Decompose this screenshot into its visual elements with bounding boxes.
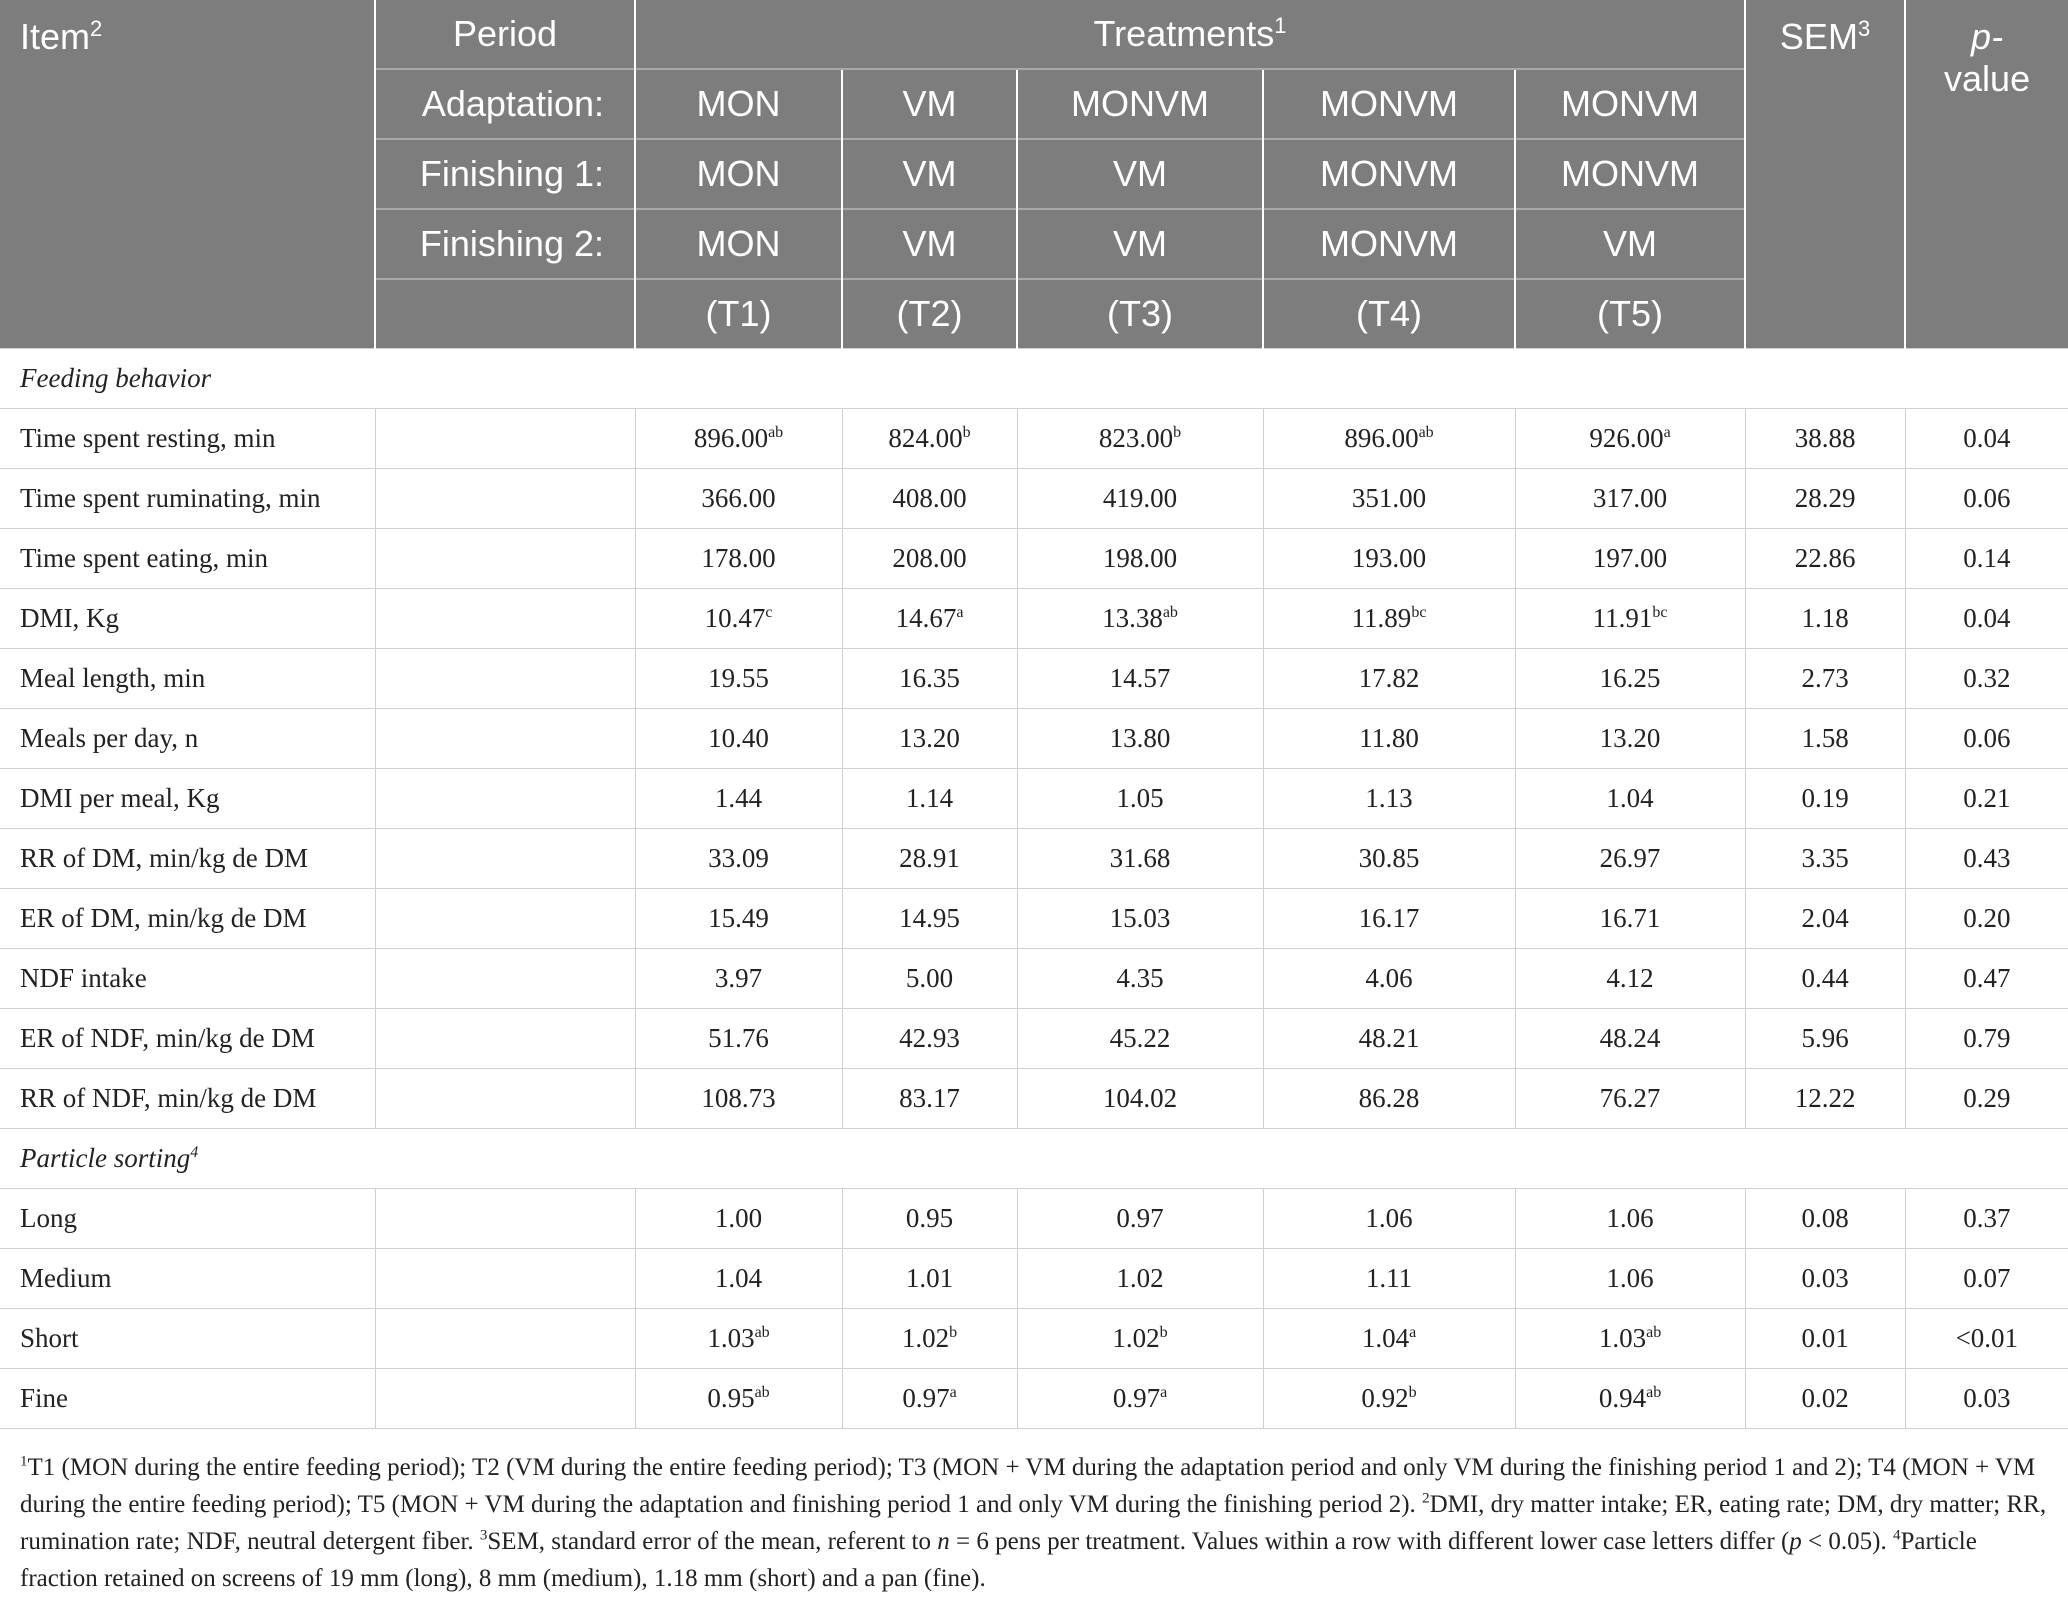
- adaptation-t2: VM: [842, 69, 1017, 139]
- value-t4: 30.85: [1263, 829, 1515, 889]
- row-label: Short: [0, 1309, 375, 1369]
- row-period: [375, 1249, 635, 1309]
- value-t5: 16.71: [1515, 889, 1745, 949]
- value-sem: 3.35: [1745, 829, 1905, 889]
- value-sem: 1.58: [1745, 709, 1905, 769]
- row-period: [375, 409, 635, 469]
- value-t5: 1.03$^{ab}$: [1515, 1309, 1745, 1369]
- table-row: [0, 589, 2068, 649]
- value-t1: 19.55: [635, 649, 842, 709]
- value-t3: 14.57: [1017, 649, 1263, 709]
- value-t2: 408.00: [842, 469, 1017, 529]
- header-period: Period: [375, 0, 635, 69]
- value-t5: 76.27: [1515, 1069, 1745, 1129]
- value-t1: 1.03$^{ab}$: [635, 1309, 842, 1369]
- value-sem: 28.29: [1745, 469, 1905, 529]
- value-t1: 108.73: [635, 1069, 842, 1129]
- value-p: 0.32: [1905, 649, 2068, 709]
- value-t3: 13.80: [1017, 709, 1263, 769]
- value-t2: 0.95: [842, 1189, 1017, 1249]
- value-t3: 4.35: [1017, 949, 1263, 1009]
- finishing1-label: Finishing 1:: [375, 139, 635, 209]
- row-period: [375, 709, 635, 769]
- value-t5: 13.20: [1515, 709, 1745, 769]
- value-t3: 823.00$^b$: [1017, 409, 1263, 469]
- value-t3: 104.02: [1017, 1069, 1263, 1129]
- value-t5: 1.06: [1515, 1249, 1745, 1309]
- finishing2-t4: MONVM: [1263, 209, 1515, 279]
- value-p: 0.04: [1905, 409, 2068, 469]
- value-t2: 16.35: [842, 649, 1017, 709]
- row-period: [375, 829, 635, 889]
- value-t2: 14.67$^a$: [842, 589, 1017, 649]
- value-p: 0.07: [1905, 1249, 2068, 1309]
- table-row: [0, 649, 2068, 709]
- value-sem: 0.03: [1745, 1249, 1905, 1309]
- value-sem: 1.18: [1745, 589, 1905, 649]
- value-t3: 45.22: [1017, 1009, 1263, 1069]
- value-t1: 10.47$^c$: [635, 589, 842, 649]
- table-row: [0, 1069, 2068, 1129]
- value-t5: 317.00: [1515, 469, 1745, 529]
- value-t5: 1.04: [1515, 769, 1745, 829]
- value-t2: 208.00: [842, 529, 1017, 589]
- value-t4: 48.21: [1263, 1009, 1515, 1069]
- value-t1: 15.49: [635, 889, 842, 949]
- value-t3: 1.02$^b$: [1017, 1309, 1263, 1369]
- code-t5: (T5): [1515, 279, 1745, 349]
- value-t1: 3.97: [635, 949, 842, 1009]
- value-t1: 178.00: [635, 529, 842, 589]
- value-p: 0.21: [1905, 769, 2068, 829]
- table-row: [0, 529, 2068, 589]
- value-t1: 33.09: [635, 829, 842, 889]
- row-period: [375, 649, 635, 709]
- finishing1-t5: MONVM: [1515, 139, 1745, 209]
- row-label: Meals per day, n: [0, 709, 375, 769]
- finishing2-label: Finishing 2:: [375, 209, 635, 279]
- table-row: [0, 829, 2068, 889]
- value-sem: 12.22: [1745, 1069, 1905, 1129]
- value-p: 0.06: [1905, 709, 2068, 769]
- value-t3: 0.97$^a$: [1017, 1369, 1263, 1429]
- row-period: [375, 1069, 635, 1129]
- value-sem: 2.04: [1745, 889, 1905, 949]
- value-t5: 0.94$^{ab}$: [1515, 1369, 1745, 1429]
- value-t2: 5.00: [842, 949, 1017, 1009]
- value-p: 0.29: [1905, 1069, 2068, 1129]
- row-label: Long: [0, 1189, 375, 1249]
- adaptation-t1: MON: [635, 69, 842, 139]
- section-feeding-behavior: [0, 349, 2068, 409]
- header-item: Item$^2$: [0, 0, 375, 349]
- value-t2: 824.00$^b$: [842, 409, 1017, 469]
- row-period: [375, 949, 635, 1009]
- value-t1: 366.00: [635, 469, 842, 529]
- value-sem: 22.86: [1745, 529, 1905, 589]
- table-body: [0, 349, 2068, 1429]
- value-t4: 0.92$^b$: [1263, 1369, 1515, 1429]
- value-t2: 28.91: [842, 829, 1017, 889]
- section-feeding-behavior-title: Feeding behavior: [20, 363, 212, 393]
- value-t2: 42.93: [842, 1009, 1017, 1069]
- value-t2: 1.14: [842, 769, 1017, 829]
- value-t4: 1.04$^a$: [1263, 1309, 1515, 1369]
- value-p: 0.06: [1905, 469, 2068, 529]
- code-t2: (T2): [842, 279, 1017, 349]
- footnote-3: SEM, standard error of the mean, referent to n = 6 pens per treatment. Values within a row with different lower case letters differ (p < 0.05).: [487, 1528, 1893, 1555]
- value-sem: 0.19: [1745, 769, 1905, 829]
- footnote-1: T1 (MON during the entire feeding period); T2 (VM during the entire feeding period); T3 (MON + VM during the adaptation period and only VM during the finishing period 1 and 2); T4 (MON + VM during the entire feeding period); T5 (MON + VM during the adaptation and finishing period 1 and only VM during the finishing period 2).: [20, 1454, 2036, 1518]
- adaptation-t4: MONVM: [1263, 69, 1515, 139]
- row-label: Meal length, min: [0, 649, 375, 709]
- value-p: 0.04: [1905, 589, 2068, 649]
- value-p: <0.01: [1905, 1309, 2068, 1369]
- footnote-2: DMI, dry matter intake; ER, eating rate; DM, dry matter; RR, rumination rate; NDF, neutral detergent fiber.: [20, 1491, 2047, 1555]
- value-t1: 0.95$^{ab}$: [635, 1369, 842, 1429]
- row-label: Time spent ruminating, min: [0, 469, 375, 529]
- table-row: [0, 1189, 2068, 1249]
- finishing1-t1: MON: [635, 139, 842, 209]
- value-t2: 0.97$^a$: [842, 1369, 1017, 1429]
- value-t1: 1.00: [635, 1189, 842, 1249]
- value-t4: 16.17: [1263, 889, 1515, 949]
- code-t3: (T3): [1017, 279, 1263, 349]
- value-sem: 38.88: [1745, 409, 1905, 469]
- value-sem: 0.02: [1745, 1369, 1905, 1429]
- value-t3: 0.97: [1017, 1189, 1263, 1249]
- value-p: 0.43: [1905, 829, 2068, 889]
- finishing1-t3: VM: [1017, 139, 1263, 209]
- table-row: [0, 1369, 2068, 1429]
- value-t3: 198.00: [1017, 529, 1263, 589]
- table-row: [0, 409, 2068, 469]
- value-t5: 4.12: [1515, 949, 1745, 1009]
- row-label: ER of NDF, min/kg de DM: [0, 1009, 375, 1069]
- row-period: [375, 529, 635, 589]
- row-label: RR of DM, min/kg de DM: [0, 829, 375, 889]
- value-t4: 351.00: [1263, 469, 1515, 529]
- value-t5: 926.00$^a$: [1515, 409, 1745, 469]
- value-sem: 0.08: [1745, 1189, 1905, 1249]
- row-label: Time spent resting, min: [0, 409, 375, 469]
- value-p: 0.14: [1905, 529, 2068, 589]
- row-period: [375, 1009, 635, 1069]
- value-t4: 11.80: [1263, 709, 1515, 769]
- header-treatments: Treatments$^1$: [635, 0, 1745, 69]
- adaptation-t5: MONVM: [1515, 69, 1745, 139]
- finishing2-t2: VM: [842, 209, 1017, 279]
- value-t3: 15.03: [1017, 889, 1263, 949]
- value-p: 0.79: [1905, 1009, 2068, 1069]
- value-t2: 14.95: [842, 889, 1017, 949]
- table-row: [0, 1009, 2068, 1069]
- value-t2: 13.20: [842, 709, 1017, 769]
- finishing2-t3: VM: [1017, 209, 1263, 279]
- section-particle-sorting: Particle sorting$^4$: [0, 1129, 2068, 1189]
- table-header: [0, 0, 2068, 349]
- value-t1: 51.76: [635, 1009, 842, 1069]
- value-t4: 193.00: [1263, 529, 1515, 589]
- section-particle-sorting-title: Particle sorting: [20, 1143, 191, 1173]
- value-t4: 4.06: [1263, 949, 1515, 1009]
- value-t4: 1.13: [1263, 769, 1515, 829]
- codes-empty: [375, 279, 635, 349]
- table-row: [0, 1249, 2068, 1309]
- header-sem: SEM$^3$: [1745, 0, 1905, 349]
- table-row: [0, 889, 2068, 949]
- value-t3: 31.68: [1017, 829, 1263, 889]
- value-sem: 0.44: [1745, 949, 1905, 1009]
- value-t2: 83.17: [842, 1069, 1017, 1129]
- value-t5: 16.25: [1515, 649, 1745, 709]
- value-t4: 1.11: [1263, 1249, 1515, 1309]
- value-t4: 1.06: [1263, 1189, 1515, 1249]
- value-sem: 0.01: [1745, 1309, 1905, 1369]
- table-row: [0, 1309, 2068, 1369]
- row-period: [375, 1189, 635, 1249]
- row-label: Time spent eating, min: [0, 529, 375, 589]
- value-t3: 1.05: [1017, 769, 1263, 829]
- value-t5: 11.91$^{bc}$: [1515, 589, 1745, 649]
- value-t2: 1.02$^b$: [842, 1309, 1017, 1369]
- row-period: [375, 469, 635, 529]
- value-t3: 419.00: [1017, 469, 1263, 529]
- table-row: [0, 469, 2068, 529]
- value-t1: 1.04: [635, 1249, 842, 1309]
- value-t3: 13.38$^{ab}$: [1017, 589, 1263, 649]
- finishing1-t2: VM: [842, 139, 1017, 209]
- value-t4: 896.00$^{ab}$: [1263, 409, 1515, 469]
- value-t5: 197.00: [1515, 529, 1745, 589]
- value-sem: 2.73: [1745, 649, 1905, 709]
- row-label: DMI, Kg: [0, 589, 375, 649]
- adaptation-label: Adaptation:: [375, 69, 635, 139]
- value-t1: 1.44: [635, 769, 842, 829]
- value-t4: 11.89$^{bc}$: [1263, 589, 1515, 649]
- row-period: [375, 889, 635, 949]
- value-t4: 17.82: [1263, 649, 1515, 709]
- header-p-value: p- value: [1905, 0, 2068, 349]
- value-sem: 5.96: [1745, 1009, 1905, 1069]
- value-p: 0.03: [1905, 1369, 2068, 1429]
- row-label: Fine: [0, 1369, 375, 1429]
- value-t1: 896.00$^{ab}$: [635, 409, 842, 469]
- table-row: [0, 949, 2068, 1009]
- row-period: [375, 1309, 635, 1369]
- value-t1: 10.40: [635, 709, 842, 769]
- footnote-4: Particle fraction retained on screens of 19 mm (long), 8 mm (medium), 1.18 mm (short) and a pan (fine).: [20, 1528, 1977, 1592]
- table-row: [0, 769, 2068, 829]
- code-t4: (T4): [1263, 279, 1515, 349]
- row-period: [375, 1369, 635, 1429]
- row-label: DMI per meal, Kg: [0, 769, 375, 829]
- adaptation-t3: MONVM: [1017, 69, 1263, 139]
- table-row: [0, 709, 2068, 769]
- row-period: [375, 589, 635, 649]
- row-label: Medium: [0, 1249, 375, 1309]
- value-p: 0.37: [1905, 1189, 2068, 1249]
- row-label: ER of DM, min/kg de DM: [0, 889, 375, 949]
- footnotes: $^1$T1 (MON during the entire feeding period); T2 (VM during the entire feeding period); T3 (MON + VM during the adaptation period and only VM during the finishing period 1 and 2); T4 (MON + VM during the entire feeding period); T5 (MON + VM during the adaptation and finishing period 1 and only VM during the finishing period 2). $^2$DMI, dry matter intake; ER, eating rate; DM, dry matter; RR, rumination rate; NDF, neutral detergent fiber. $^3$SEM, standard error of the mean, referent to n = 6 pens per treatment. Values within a row with different lower case letters differ (p < 0.05). $^4$Particle fraction retained on screens of 19 mm (long), 8 mm (medium), 1.18 mm (short) and a pan (fine).: [20, 1453, 2047, 1592]
- row-label: RR of NDF, min/kg de DM: [0, 1069, 375, 1129]
- value-t5: 1.06: [1515, 1189, 1745, 1249]
- finishing1-t4: MONVM: [1263, 139, 1515, 209]
- row-label: NDF intake: [0, 949, 375, 1009]
- value-p: 0.20: [1905, 889, 2068, 949]
- value-t5: 48.24: [1515, 1009, 1745, 1069]
- row-period: [375, 769, 635, 829]
- value-t2: 1.01: [842, 1249, 1017, 1309]
- finishing2-t5: VM: [1515, 209, 1745, 279]
- value-t5: 26.97: [1515, 829, 1745, 889]
- finishing2-t1: MON: [635, 209, 842, 279]
- code-t1: (T1): [635, 279, 842, 349]
- value-t3: 1.02: [1017, 1249, 1263, 1309]
- value-p: 0.47: [1905, 949, 2068, 1009]
- value-t4: 86.28: [1263, 1069, 1515, 1129]
